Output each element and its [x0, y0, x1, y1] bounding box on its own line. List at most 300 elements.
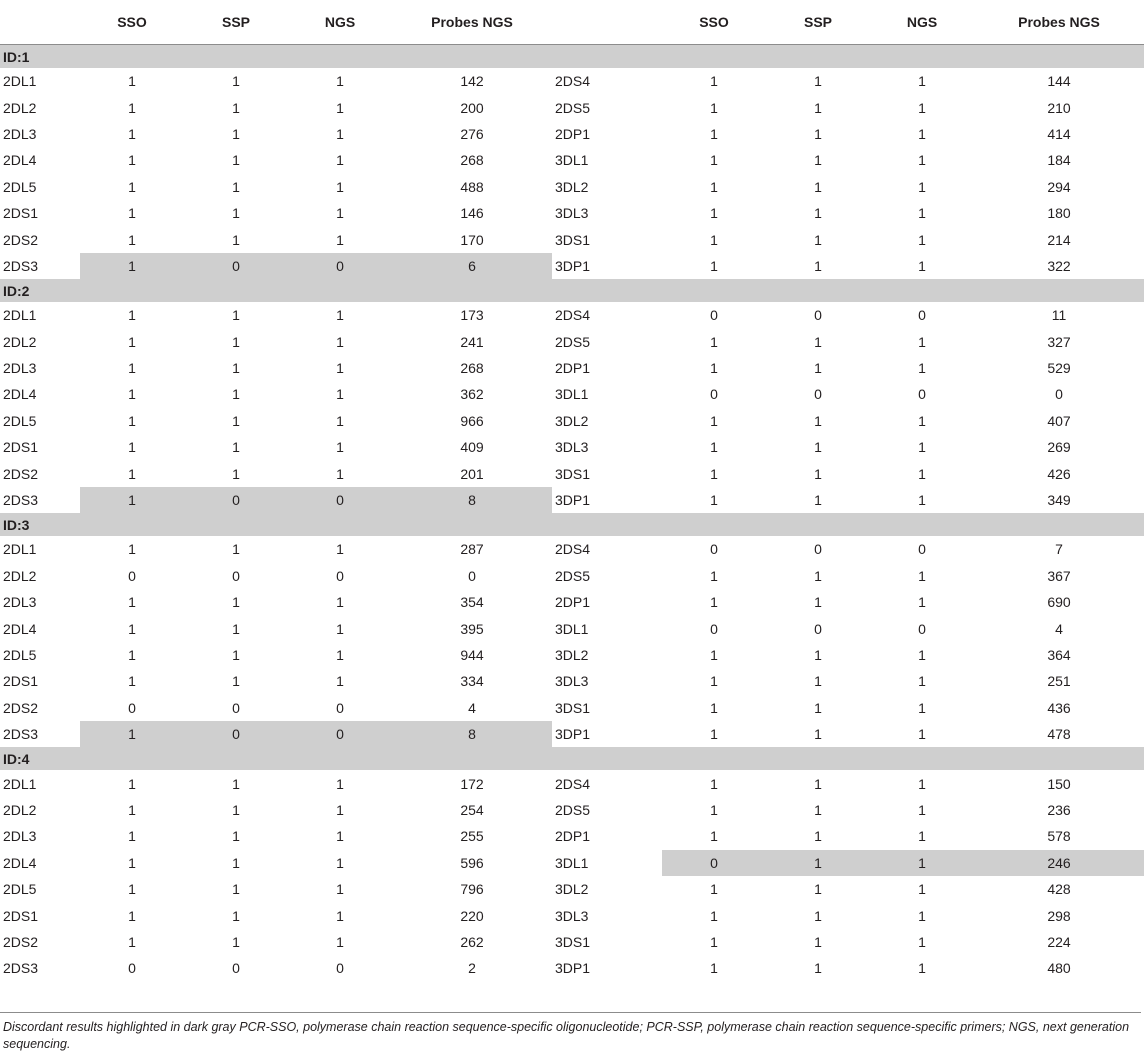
right-ssp-cell: 1	[814, 205, 822, 222]
right-sso-cell: 0	[662, 850, 766, 876]
table-row	[0, 68, 1144, 94]
header-sso-left: SSO	[80, 0, 184, 45]
right-ssp-cell: 1	[814, 360, 822, 377]
left-sso-cell: 1	[128, 541, 136, 558]
right-ngs-cell: 1	[918, 333, 926, 350]
left-probes-ngs-cell: 220	[460, 907, 484, 924]
right-ngs-cell: 1	[918, 775, 926, 792]
right-ngs-cell: 1	[918, 699, 926, 716]
left-ngs-cell: 1	[336, 647, 344, 663]
right-sso-cell: 1	[710, 412, 718, 429]
right-gene-cell: 3DP1	[555, 960, 591, 977]
right-probes-ngs-cell: 480	[1047, 960, 1071, 977]
left-sso-cell: 1	[128, 231, 136, 248]
left-gene-cell: 2DS1	[3, 205, 39, 222]
table-row	[0, 902, 1144, 928]
left-ssp-cell: 1	[232, 594, 240, 611]
left-probes-ngs-cell: 8	[392, 487, 552, 513]
left-ngs-cell: 0	[288, 487, 392, 513]
right-probes-ngs-cell: 184	[1047, 152, 1071, 169]
right-ssp-cell: 1	[814, 699, 822, 716]
table-row	[0, 929, 1144, 955]
right-sso-cell: 1	[710, 647, 718, 663]
left-gene-cell: 2DL1	[3, 307, 37, 324]
right-gene-cell: 3DL3	[555, 673, 589, 690]
left-gene-cell: 2DL2	[3, 99, 37, 116]
right-ssp-cell: 1	[814, 647, 822, 663]
left-probes-ngs-cell: 287	[460, 541, 484, 558]
left-gene-cell: 2DL5	[3, 881, 37, 898]
right-probes-ngs-cell: 224	[1047, 933, 1071, 950]
right-gene-cell: 3DS1	[555, 699, 591, 716]
right-ngs-cell: 1	[918, 205, 926, 222]
left-sso-cell: 1	[128, 907, 136, 924]
left-gene-cell: 2DL3	[3, 594, 37, 611]
left-gene-cell: 2DL3	[3, 828, 37, 845]
left-ngs-cell: 1	[336, 673, 344, 690]
left-ngs-cell: 1	[336, 152, 344, 169]
right-sso-cell: 1	[710, 699, 718, 716]
table-row	[0, 460, 1144, 486]
left-probes-ngs-cell: 262	[460, 933, 484, 950]
left-probes-ngs-cell: 362	[460, 386, 484, 403]
table-row	[0, 381, 1144, 407]
left-ngs-cell: 1	[336, 541, 344, 558]
left-gene-cell: 2DS3	[3, 492, 39, 509]
table-footnote: Discordant results highlighted in dark gray PCR-SSO, polymerase chain reaction sequence-specific oligonucleotide; PCR-SSP, polymerase chain reaction sequence-specific primers; NGS, next generation sequencing.	[3, 1020, 1130, 1051]
right-ngs-cell: 0	[918, 386, 926, 403]
right-sso-cell: 1	[710, 801, 718, 818]
table-row	[0, 355, 1144, 381]
left-gene-cell: 2DL2	[3, 567, 37, 584]
left-gene-cell: 2DL5	[3, 647, 37, 663]
right-probes-ngs-cell: 414	[1047, 125, 1071, 142]
left-ssp-cell: 1	[232, 881, 240, 898]
right-sso-cell: 1	[710, 125, 718, 142]
right-gene-cell: 3DL3	[555, 907, 589, 924]
right-gene-cell: 3DS1	[555, 465, 591, 482]
right-ssp-cell: 0	[814, 620, 822, 637]
table-row	[0, 721, 1144, 747]
right-probes-ngs-cell: 251	[1047, 673, 1071, 690]
left-probes-ngs-cell: 172	[460, 775, 484, 792]
left-ssp-cell: 0	[184, 253, 288, 279]
right-ngs-cell: 1	[918, 99, 926, 116]
right-ssp-cell: 1	[814, 801, 822, 818]
right-probes-ngs-cell: 4	[1055, 620, 1063, 637]
left-probes-ngs-cell: 146	[460, 205, 484, 222]
header-probes-ngs-left: Probes NGS	[392, 0, 552, 45]
right-sso-cell: 1	[710, 881, 718, 898]
right-ngs-cell: 0	[918, 307, 926, 324]
right-sso-cell: 1	[710, 178, 718, 195]
left-gene-cell: 2DL1	[3, 775, 37, 792]
left-gene-cell: 2DL4	[3, 152, 37, 169]
right-sso-cell: 1	[710, 99, 718, 116]
right-ssp-cell: 1	[814, 73, 822, 90]
left-sso-cell: 1	[80, 487, 184, 513]
left-ngs-cell: 0	[288, 721, 392, 747]
left-ngs-cell: 0	[288, 253, 392, 279]
right-gene-cell: 3DL1	[555, 854, 589, 871]
left-ssp-cell: 1	[232, 231, 240, 248]
right-ssp-cell: 1	[814, 333, 822, 350]
right-ssp-cell: 1	[814, 907, 822, 924]
table-row	[0, 536, 1144, 562]
right-probes-ngs-cell: 180	[1047, 205, 1071, 222]
left-ngs-cell: 1	[336, 99, 344, 116]
left-ngs-cell: 1	[336, 594, 344, 611]
left-sso-cell: 1	[80, 721, 184, 747]
left-ngs-cell: 1	[336, 125, 344, 142]
right-ngs-cell: 1	[918, 828, 926, 845]
left-ngs-cell: 1	[336, 828, 344, 845]
right-ngs-cell: 1	[918, 594, 926, 611]
left-ngs-cell: 1	[336, 307, 344, 324]
left-ssp-cell: 1	[232, 647, 240, 663]
right-gene-cell: 2DS5	[555, 99, 591, 116]
left-ssp-cell: 1	[232, 620, 240, 637]
right-probes-ngs-cell: 407	[1047, 412, 1071, 429]
table-row	[0, 147, 1144, 173]
right-ngs-cell: 1	[918, 360, 926, 377]
right-ssp-cell: 1	[814, 567, 822, 584]
left-ssp-cell: 1	[232, 828, 240, 845]
right-ssp-cell: 1	[814, 465, 822, 482]
left-sso-cell: 1	[128, 881, 136, 898]
right-ngs-cell: 1	[918, 125, 926, 142]
left-gene-cell: 2DS1	[3, 439, 39, 456]
right-gene-cell: 2DS4	[555, 775, 591, 792]
left-ssp-cell: 1	[232, 775, 240, 792]
left-probes-ngs-cell: 8	[392, 721, 552, 747]
left-gene-cell: 2DS3	[3, 726, 39, 743]
group-header-row	[0, 513, 1144, 536]
right-ssp-cell: 1	[814, 673, 822, 690]
left-probes-ngs-cell: 0	[468, 567, 476, 584]
right-probes-ngs-cell: 214	[1047, 231, 1071, 248]
right-sso-cell: 1	[710, 492, 718, 509]
left-gene-cell: 2DL5	[3, 178, 37, 195]
right-ssp-cell: 1	[814, 492, 822, 509]
left-ngs-cell: 1	[336, 231, 344, 248]
left-gene-cell: 2DL1	[3, 73, 37, 90]
left-probes-ngs-cell: 268	[460, 152, 484, 169]
right-sso-cell: 1	[710, 567, 718, 584]
right-ssp-cell: 1	[814, 412, 822, 429]
right-ssp-cell: 1	[814, 152, 822, 169]
left-sso-cell: 1	[128, 801, 136, 818]
right-ssp-cell: 1	[766, 850, 870, 876]
right-ngs-cell: 1	[918, 960, 926, 977]
left-ssp-cell: 1	[232, 541, 240, 558]
left-probes-ngs-cell: 173	[460, 307, 484, 324]
right-ngs-cell: 1	[918, 439, 926, 456]
left-sso-cell: 1	[80, 253, 184, 279]
right-gene-cell: 2DS4	[555, 541, 591, 558]
table-row	[0, 823, 1144, 849]
left-gene-cell: 2DL3	[3, 360, 37, 377]
right-probes-ngs-cell: 327	[1047, 333, 1071, 350]
left-ngs-cell: 1	[336, 73, 344, 90]
left-gene-cell: 2DL2	[3, 801, 37, 818]
right-probes-ngs-cell: 426	[1047, 465, 1071, 482]
left-probes-ngs-cell: 488	[460, 178, 484, 195]
right-ssp-cell: 1	[814, 933, 822, 950]
right-probes-ngs-cell: 11	[1051, 307, 1067, 324]
table-row	[0, 642, 1144, 668]
right-ngs-cell: 1	[918, 726, 926, 743]
group-header-row	[0, 45, 1144, 69]
table-row	[0, 200, 1144, 226]
left-ngs-cell: 1	[336, 854, 344, 871]
right-probes-ngs-cell: 246	[974, 850, 1144, 876]
left-ngs-cell: 0	[336, 699, 344, 716]
left-ssp-cell: 1	[232, 205, 240, 222]
left-ssp-cell: 1	[232, 933, 240, 950]
right-gene-cell: 3DL1	[555, 620, 589, 637]
right-probes-ngs-cell: 0	[1055, 386, 1063, 403]
left-gene-cell: 2DL4	[3, 854, 37, 871]
left-ssp-cell: 1	[232, 907, 240, 924]
left-ssp-cell: 1	[232, 386, 240, 403]
right-ngs-cell: 1	[918, 801, 926, 818]
table-row	[0, 94, 1144, 120]
right-gene-cell: 3DL1	[555, 152, 589, 169]
left-gene-cell: 2DS2	[3, 465, 39, 482]
left-probes-ngs-cell: 596	[460, 854, 484, 871]
right-gene-cell: 3DL2	[555, 412, 589, 429]
left-gene-cell: 2DS2	[3, 699, 39, 716]
right-sso-cell: 1	[710, 775, 718, 792]
group-id-label: ID:4	[0, 747, 1144, 770]
left-ssp-cell: 1	[232, 801, 240, 818]
table-row	[0, 876, 1144, 902]
right-ngs-cell: 1	[918, 492, 926, 509]
left-probes-ngs-cell: 201	[460, 465, 484, 482]
left-ssp-cell: 1	[232, 412, 240, 429]
right-sso-cell: 1	[710, 594, 718, 611]
right-ngs-cell: 1	[918, 465, 926, 482]
left-ngs-cell: 1	[336, 205, 344, 222]
table-row	[0, 302, 1144, 328]
left-probes-ngs-cell: 241	[460, 333, 484, 350]
right-probes-ngs-cell: 298	[1047, 907, 1071, 924]
right-gene-cell: 2DS5	[555, 333, 591, 350]
left-sso-cell: 1	[128, 152, 136, 169]
left-gene-cell: 2DS3	[3, 257, 39, 274]
right-ssp-cell: 1	[814, 726, 822, 743]
left-ssp-cell: 1	[232, 178, 240, 195]
left-probes-ngs-cell: 170	[460, 231, 484, 248]
left-ngs-cell: 1	[336, 801, 344, 818]
left-sso-cell: 1	[128, 465, 136, 482]
group-id-label: ID:2	[0, 279, 1144, 302]
right-sso-cell: 0	[710, 386, 718, 403]
left-sso-cell: 1	[128, 620, 136, 637]
table-row	[0, 850, 1144, 876]
right-sso-cell: 0	[710, 307, 718, 324]
table-row	[0, 955, 1144, 981]
right-gene-cell: 3DP1	[555, 257, 591, 274]
right-ssp-cell: 1	[814, 960, 822, 977]
right-ngs-cell: 1	[918, 178, 926, 195]
left-sso-cell: 1	[128, 99, 136, 116]
right-sso-cell: 1	[710, 257, 718, 274]
right-ssp-cell: 1	[814, 125, 822, 142]
right-ssp-cell: 1	[814, 439, 822, 456]
left-sso-cell: 1	[128, 73, 136, 90]
right-ssp-cell: 1	[814, 257, 822, 274]
left-probes-ngs-cell: 142	[460, 73, 484, 90]
left-ssp-cell: 0	[232, 960, 240, 977]
header-ngs-left: NGS	[288, 0, 392, 45]
right-sso-cell: 1	[710, 933, 718, 950]
right-ssp-cell: 1	[814, 594, 822, 611]
right-gene-cell: 2DP1	[555, 594, 591, 611]
left-ngs-cell: 1	[336, 439, 344, 456]
right-sso-cell: 1	[710, 205, 718, 222]
left-ngs-cell: 1	[336, 360, 344, 377]
right-gene-cell: 3DS1	[555, 231, 591, 248]
left-sso-cell: 1	[128, 594, 136, 611]
table-row	[0, 226, 1144, 252]
header-row	[0, 0, 1144, 45]
left-ssp-cell: 1	[232, 152, 240, 169]
left-gene-cell: 2DS2	[3, 933, 39, 950]
header-ngs-right: NGS	[870, 0, 974, 45]
left-sso-cell: 1	[128, 775, 136, 792]
right-probes-ngs-cell: 690	[1047, 594, 1071, 611]
right-ssp-cell: 1	[814, 178, 822, 195]
left-ngs-cell: 1	[336, 386, 344, 403]
left-probes-ngs-cell: 268	[460, 360, 484, 377]
right-ssp-cell: 0	[814, 541, 822, 558]
right-probes-ngs-cell: 294	[1047, 178, 1071, 195]
table-row	[0, 253, 1144, 279]
right-ngs-cell: 1	[918, 412, 926, 429]
left-ssp-cell: 1	[232, 73, 240, 90]
left-probes-ngs-cell: 354	[460, 594, 484, 611]
header-gene-right	[552, 0, 662, 45]
left-sso-cell: 0	[128, 960, 136, 977]
right-ngs-cell: 0	[918, 541, 926, 558]
left-gene-cell: 2DS1	[3, 673, 39, 690]
right-probes-ngs-cell: 150	[1047, 775, 1071, 792]
right-ssp-cell: 1	[814, 231, 822, 248]
left-ngs-cell: 0	[336, 960, 344, 977]
left-sso-cell: 1	[128, 673, 136, 690]
left-gene-cell: 2DL3	[3, 125, 37, 142]
group-header-row	[0, 747, 1144, 770]
right-gene-cell: 2DS4	[555, 307, 591, 324]
header-ssp-right: SSP	[766, 0, 870, 45]
right-ssp-cell: 1	[814, 99, 822, 116]
right-gene-cell: 2DS4	[555, 73, 591, 90]
table-row	[0, 563, 1144, 589]
left-ngs-cell: 1	[336, 933, 344, 950]
right-gene-cell: 2DP1	[555, 360, 591, 377]
group-header-row	[0, 279, 1144, 302]
right-sso-cell: 0	[710, 541, 718, 558]
left-probes-ngs-cell: 276	[460, 125, 484, 142]
left-ngs-cell: 0	[336, 567, 344, 584]
right-ssp-cell: 1	[814, 881, 822, 898]
left-gene-cell: 2DS1	[3, 907, 39, 924]
right-ssp-cell: 1	[814, 775, 822, 792]
left-probes-ngs-cell: 944	[460, 647, 484, 663]
left-gene-cell: 2DL4	[3, 620, 37, 637]
right-ngs-cell: 1	[918, 647, 926, 663]
left-sso-cell: 1	[128, 386, 136, 403]
right-probes-ngs-cell: 428	[1047, 881, 1071, 898]
left-sso-cell: 0	[128, 699, 136, 716]
table-body	[0, 45, 1144, 982]
right-sso-cell: 1	[710, 907, 718, 924]
left-probes-ngs-cell: 409	[460, 439, 484, 456]
left-sso-cell: 1	[128, 307, 136, 324]
group-id-label: ID:3	[0, 513, 1144, 536]
right-probes-ngs-cell: 236	[1047, 801, 1071, 818]
right-probes-ngs-cell: 144	[1047, 73, 1071, 90]
left-ssp-cell: 0	[232, 699, 240, 716]
header-gene-left	[0, 0, 80, 45]
right-ngs-cell: 1	[918, 257, 926, 274]
table-row	[0, 329, 1144, 355]
left-gene-cell: 2DL2	[3, 333, 37, 350]
left-gene-cell: 2DL5	[3, 412, 37, 429]
right-ssp-cell: 0	[814, 386, 822, 403]
left-probes-ngs-cell: 395	[460, 620, 484, 637]
left-ssp-cell: 1	[232, 854, 240, 871]
table-row	[0, 695, 1144, 721]
left-ssp-cell: 1	[232, 307, 240, 324]
right-sso-cell: 1	[710, 439, 718, 456]
left-ngs-cell: 1	[336, 412, 344, 429]
left-sso-cell: 1	[128, 439, 136, 456]
right-gene-cell: 2DP1	[555, 828, 591, 845]
table-row	[0, 174, 1144, 200]
left-sso-cell: 1	[128, 854, 136, 871]
right-ngs-cell: 1	[918, 933, 926, 950]
left-ssp-cell: 1	[232, 99, 240, 116]
right-gene-cell: 2DS5	[555, 567, 591, 584]
right-ngs-cell: 1	[918, 567, 926, 584]
group-id-label: ID:1	[0, 45, 1144, 69]
right-sso-cell: 1	[710, 465, 718, 482]
left-gene-cell: 2DL4	[3, 386, 37, 403]
left-ngs-cell: 1	[336, 775, 344, 792]
right-ngs-cell: 1	[918, 152, 926, 169]
left-probes-ngs-cell: 200	[460, 99, 484, 116]
table-row	[0, 589, 1144, 615]
header-sso-right: SSO	[662, 0, 766, 45]
table-row	[0, 487, 1144, 513]
right-sso-cell: 1	[710, 673, 718, 690]
right-probes-ngs-cell: 349	[1047, 492, 1071, 509]
left-gene-cell: 2DL1	[3, 541, 37, 558]
right-sso-cell: 1	[710, 231, 718, 248]
right-gene-cell: 3DP1	[555, 726, 591, 743]
left-sso-cell: 1	[128, 647, 136, 663]
table-row	[0, 121, 1144, 147]
right-gene-cell: 2DS5	[555, 801, 591, 818]
header-probes-ngs-right: Probes NGS	[974, 0, 1144, 45]
left-gene-cell: 2DS2	[3, 231, 39, 248]
right-gene-cell: 3DL2	[555, 178, 589, 195]
left-ssp-cell: 1	[232, 125, 240, 142]
left-ssp-cell: 1	[232, 673, 240, 690]
